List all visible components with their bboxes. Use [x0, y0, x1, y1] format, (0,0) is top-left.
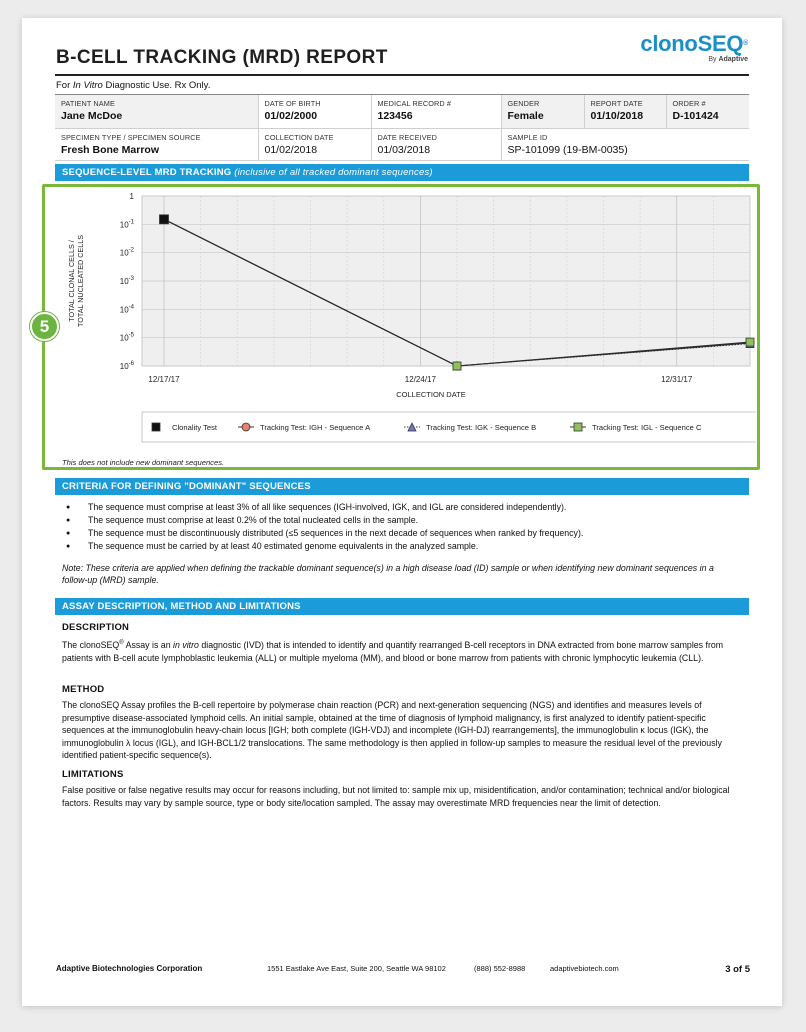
mrn-value: 123456: [377, 110, 413, 122]
y-axis-label-line-1: TOTAL CLONAL CELLS /: [67, 240, 76, 322]
field-label: GENDER: [507, 99, 540, 108]
footer-address: 1551 Eastlake Ave East, Suite 200, Seattle WA 98102: [267, 964, 446, 973]
date-received-value: 01/03/2018: [377, 143, 431, 156]
y-tick-exponent: -1: [128, 219, 134, 226]
patient-name-value: Jane McDoe: [61, 110, 123, 122]
logo-company: Adaptive: [718, 56, 748, 63]
rx-italic: In Vitro: [72, 80, 103, 91]
logo-registered-mark: ®: [743, 40, 748, 47]
cell-order-number: [666, 95, 749, 128]
footer-website: adaptivebiotech.com: [550, 964, 619, 973]
specimen-value: Fresh Bone Marrow: [61, 143, 160, 156]
report-title: B-CELL TRACKING (MRD) REPORT: [56, 47, 388, 68]
limitations-heading: LIMITATIONS: [62, 769, 124, 780]
y-tick-label: 1: [129, 192, 134, 201]
collection-date-value: 01/02/2018: [264, 143, 318, 156]
description-text: [62, 637, 742, 664]
cell-specimen-type: [55, 128, 258, 160]
description-part: Assay is an: [123, 639, 174, 650]
method-text: The clonoSEQ Assay profiles the B-cell repertoire by polymerase chain reaction (PCR) and next-generation sequencing (NGS) and identifies and measures levels of presumptive disease-associated lymphoid cells. An initial sample, obtained at the time of diagnosis of lymphoid malignancy, is first analyzed to identify patient-specific sequences at the immunoglobulin heavy-chain locus [IGH; both complete (IGH-VDJ) and incomplete (IGH-DJ) rearrangements], the immunoglobulin κ locus (IGK), the immunoglobulin λ locus (IGL), and IGH-BCL1/2 translocations. The same methodology is then applied in follow-up samples to measure the residual level of the previously identified patient-specific sequence(s).: [62, 700, 722, 761]
x-tick-label: 12/31/17: [661, 375, 693, 384]
patient-info-row: [55, 95, 749, 128]
y-tick-exponent: -4: [128, 304, 134, 311]
logo-by: By: [708, 56, 717, 63]
y-tick-label: $10^{-1}$: [119, 219, 134, 230]
description-section: [62, 622, 742, 664]
y-axis-label-line-2: TOTAL NUCLEATED CELLS: [76, 235, 85, 327]
x-axis-ticks: [148, 375, 692, 384]
report-page: [22, 18, 782, 1006]
legend-label: Clonality Test: [172, 423, 218, 432]
description-part: The clonoSEQ: [62, 639, 120, 650]
data-point-marker: [160, 215, 169, 224]
criteria-list: [66, 501, 736, 553]
description-heading: DESCRIPTION: [62, 622, 130, 633]
dob-value: 01/02/2000: [264, 110, 318, 122]
legend-label: Tracking Test: IGH - Sequence A: [260, 423, 371, 432]
rx-suffix: Diagnostic Use. Rx Only.: [102, 80, 211, 91]
list-item: ● The sequence must be discontinuously distributed (≤5 sequences in the next decade of sequences when ranked by frequency).: [66, 527, 736, 540]
cell-sample-id: [501, 128, 749, 160]
footer-company: Adaptive Biotechnologies Corporation: [56, 964, 203, 973]
cell-gender: [501, 95, 584, 128]
y-tick-label: $10^{-2}$: [119, 247, 134, 258]
limitations-section: [62, 769, 742, 809]
method-heading: METHOD: [62, 684, 105, 695]
data-point-marker: [746, 338, 754, 346]
registered-mark: ®: [119, 640, 124, 646]
legend-marker-swatch: [152, 423, 160, 431]
cell-report-date: [584, 95, 666, 128]
field-label: ORDER #: [672, 99, 706, 108]
y-tick-exponent: -3: [128, 276, 134, 282]
data-point-marker: [453, 362, 461, 370]
y-tick-label: $10^{-3}$: [119, 276, 134, 286]
title-divider: [55, 74, 749, 76]
y-tick-exponent: -6: [128, 361, 134, 367]
cell-medical-record: [371, 95, 501, 128]
cell-collection-date: [258, 128, 371, 160]
y-tick-label: $10^{-4}$: [119, 304, 134, 315]
list-item: ● The sequence must comprise at least 3% of all like sequences (IGH-involved, IGK, and IGL are considered independently).: [66, 501, 736, 514]
limitations-text: False positive or false negative results may occur for reasons including, but not limited to: sample mix up, misidentification, and/or contamination; technical and/or biological factors. Results may vary by sample source, type or body site/location sampled. The assay may overestimate MRD frequencies near the limit of detection.: [62, 785, 730, 808]
description-italic: in vitro: [173, 639, 199, 650]
y-tick-label: $10^{-6}$: [119, 361, 134, 371]
criteria-note: Note: These criteria are applied when defining the trackable dominant sequence(s) in a high disease load (ID) sample or when identifying new dominant sequences in a follow-up (MRD) sample.: [62, 563, 714, 585]
logo-wordmark: clonoSEQ: [640, 31, 744, 56]
y-tick-exponent: -2: [128, 247, 134, 254]
rx-prefix: For: [56, 80, 73, 91]
legend-label: Tracking Test: IGL - Sequence C: [592, 423, 702, 432]
field-label: REPORT DATE: [590, 99, 643, 108]
description-part: diagnostic (IVD) that is intended to identify and quantify rearranged B-cell receptors in DNA extracted from bone marrow samples from patients with B-cell acute lymphoblastic leukemia (ALL) or multiple myeloma (MM), and blood or bone marrow from patients with chronic lymphocytic leukemia (CLL).: [62, 639, 724, 663]
field-label: DATE RECEIVED: [377, 132, 438, 142]
cell-date-received: [371, 128, 501, 160]
y-tick-exponent: -5: [128, 332, 134, 339]
list-item: ● The sequence must be carried by at least 40 estimated genome equivalents in the analyzed sample.: [66, 540, 736, 553]
method-section: [62, 684, 742, 762]
cell-date-of-birth: [258, 95, 371, 128]
field-label: PATIENT NAME: [61, 99, 115, 108]
x-axis-label: COLLECTION DATE: [396, 390, 466, 399]
legend-label: Tracking Test: IGK - Sequence B: [426, 423, 537, 432]
cell-patient-name: [55, 95, 258, 128]
patient-info-table: [55, 95, 749, 161]
tracking-section-subtitle: (inclusive of all tracked dominant sequences): [234, 167, 433, 178]
clonoseq-logo: [640, 33, 748, 63]
field-label: SPECIMEN TYPE / SPECIMEN SOURCE: [61, 132, 201, 142]
annotation-badge: 5: [30, 312, 59, 341]
order-number-value: D-101424: [672, 110, 719, 122]
tracking-section-header: [55, 164, 749, 181]
footer-phone: (888) 552-8988: [474, 964, 526, 973]
tracking-section-title: SEQUENCE-LEVEL MRD TRACKING: [62, 167, 232, 178]
field-label: COLLECTION DATE: [264, 132, 334, 142]
footer-page-number: 3 of 5: [725, 964, 750, 975]
sample-id-value: SP-101099 (19-BM-0035): [507, 143, 628, 156]
gender-value: Female: [507, 110, 544, 122]
specimen-info-row: [55, 128, 749, 160]
field-label: SAMPLE ID: [507, 132, 548, 142]
mrd-tracking-chart: [46, 188, 756, 450]
legend-marker-swatch: [242, 423, 250, 431]
list-item: ● The sequence must comprise at least 0.2% of the total nucleated cells in the sample.: [66, 514, 736, 527]
criteria-section-header: CRITERIA FOR DEFINING "DOMINANT" SEQUENCES: [55, 478, 749, 495]
legend-marker-swatch: [574, 423, 582, 431]
assay-section-header: ASSAY DESCRIPTION, METHOD AND LIMITATIONS: [55, 598, 749, 615]
chart-footnote: This does not include new dominant sequences.: [62, 458, 225, 467]
field-label: MEDICAL RECORD #: [377, 99, 451, 108]
report-date-value: 01/10/2018: [590, 110, 644, 122]
x-tick-label: 12/17/17: [148, 375, 180, 384]
y-tick-label: $10^{-5}$: [119, 332, 134, 343]
y-axis-ticks: [120, 192, 135, 371]
field-label: DATE OF BIRTH: [264, 99, 321, 108]
rx-notice: [56, 80, 210, 91]
x-tick-label: 12/24/17: [404, 375, 436, 384]
